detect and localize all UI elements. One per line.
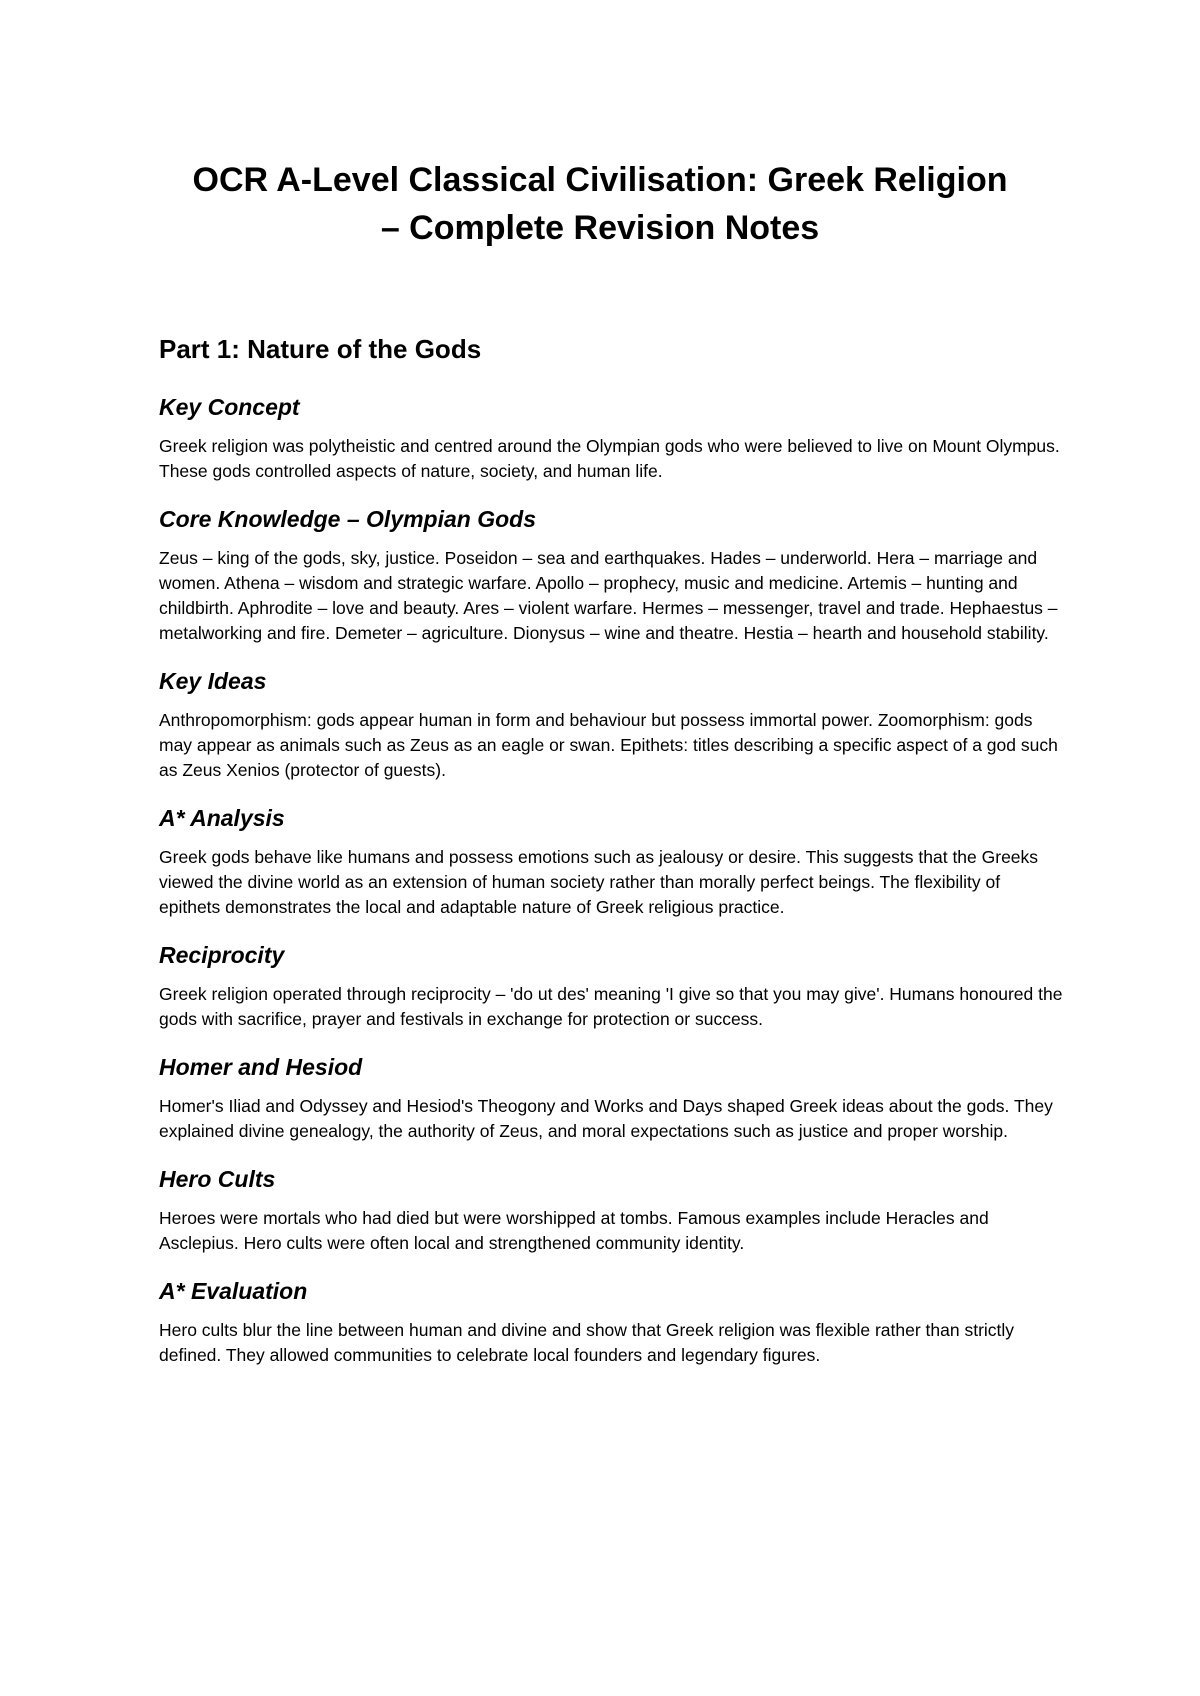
section-body: Anthropomorphism: gods appear human in form and behaviour but possess immortal power. Zoomorphism: gods may appear as animals such as Zeus as an eagle or swan. Epithets: titles describing a specific aspect of a god such as Zeus Xenios (protector of guests).	[159, 710, 1058, 780]
section-heading: Key Concept	[159, 394, 300, 420]
section-heading: Reciprocity	[159, 942, 285, 968]
section-heading: Homer and Hesiod	[159, 1054, 363, 1080]
section-heading: Hero Cults	[159, 1166, 276, 1192]
section-heading: Key Ideas	[159, 668, 267, 694]
section-key-concept	[159, 392, 1064, 484]
section-heading: Core Knowledge – Olympian Gods	[159, 506, 537, 532]
section-body: Heroes were mortals who had died but were worshipped at tombs. Famous examples include Heracles and Asclepius. Hero cults were often local and strengthened community identity.	[159, 1208, 989, 1253]
section-homer-and-hesiod	[159, 1052, 1064, 1144]
notes-content	[159, 392, 1064, 1388]
section-heading: A* Analysis	[159, 805, 285, 831]
section-body: Hero cults blur the line between human and divine and show that Greek religion was flexible rather than strictly defined. They allowed communities to celebrate local founders and legendary figures.	[159, 1320, 1015, 1365]
section-body: Greek religion was polytheistic and centred around the Olympian gods who were believed to live on Mount Olympus. These gods controlled aspects of nature, society, and human life.	[159, 436, 1060, 481]
section-body: Greek gods behave like humans and possess emotions such as jealousy or desire. This suggests that the Greeks viewed the divine world as an extension of human society rather than morally perfect beings. The flexibility of epithets demonstrates the local and adaptable nature of Greek religious practice.	[159, 847, 1039, 917]
document-title-line-2: – Complete Revision Notes	[380, 209, 820, 247]
document-title	[120, 156, 1080, 252]
section-body: Zeus – king of the gods, sky, justice. Poseidon – sea and earthquakes. Hades – underworld. Hera – marriage and women. Athena – wisdom and strategic warfare. Apollo – prophecy, music and medicine. Artemis – hunting and childbirth. Aphrodite – love and beauty. Ares – violent warfare. Hermes – messenger, travel and trade. Hephaestus – metalworking and fire. Demeter – agriculture. Dionysus – wine and theatre. Hestia – hearth and household stability.	[159, 548, 1058, 643]
section-core-knowledge	[159, 504, 1064, 646]
document-title-line-1: OCR A-Level Classical Civilisation: Greek Religion	[192, 161, 1008, 199]
section-a-star-analysis	[159, 803, 1064, 920]
section-heading: A* Evaluation	[159, 1278, 308, 1304]
section-hero-cults	[159, 1164, 1064, 1256]
section-reciprocity	[159, 940, 1064, 1032]
section-key-ideas	[159, 666, 1064, 783]
section-body: Greek religion operated through reciprocity – 'do ut des' meaning 'I give so that you may give'. Humans honoured the gods with sacrifice, prayer and festivals in exchange for protection or success.	[159, 984, 1063, 1029]
part-heading: Part 1: Nature of the Gods	[159, 334, 482, 364]
section-body: Homer's Iliad and Odyssey and Hesiod's Theogony and Works and Days shaped Greek ideas about the gods. They explained divine genealogy, the authority of Zeus, and moral expectations such as justice and proper worship.	[159, 1096, 1053, 1141]
section-a-star-evaluation	[159, 1276, 1064, 1368]
